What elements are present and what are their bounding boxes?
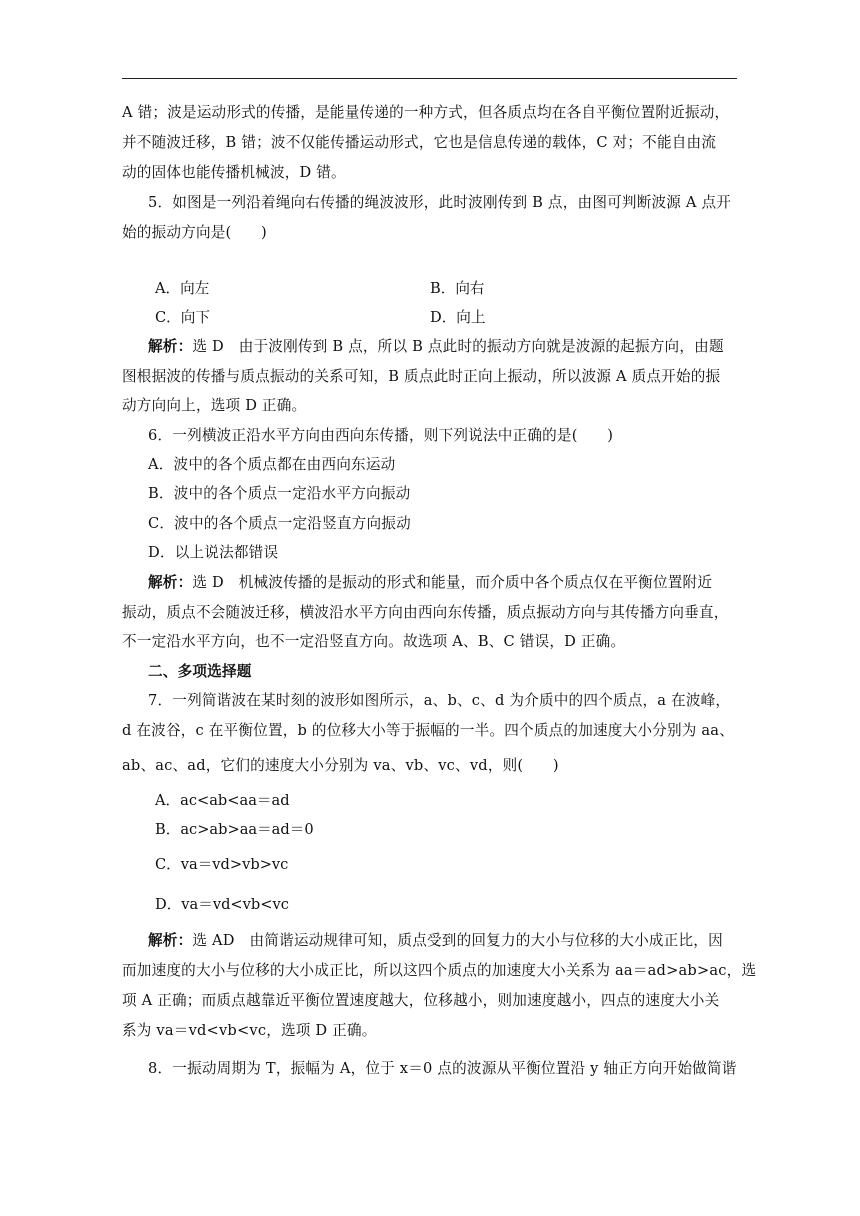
q7-option-d: D．va＝vd<vb<vc xyxy=(155,896,289,913)
q7-option-b: B．ac>ab>aa＝ad＝0 xyxy=(155,821,314,838)
solution-label: 解析： xyxy=(148,932,193,949)
q6-stem: 6．一列横波正沿水平方向由西向东传播，则下列说法中正确的是( ) xyxy=(148,427,614,444)
q6-solution-2: 振动，质点不会随波迁移，横波沿水平方向由西向东传播，质点振动方向与其传播方向垂直， xyxy=(122,604,729,621)
q5-option-a: A．向左 xyxy=(155,280,210,297)
q6-option-c: C．波中的各个质点一定沿竖直方向振动 xyxy=(148,515,411,532)
q6-solution-3: 不一定沿水平方向，也不一定沿竖直方向。故选项 A、B、C 错误，D 正确。 xyxy=(122,633,626,650)
solution-label: 解析： xyxy=(148,338,193,355)
q5-option-c: C．向下 xyxy=(155,309,210,326)
q6-option-a: A．波中的各个质点都在由西向东运动 xyxy=(148,456,396,473)
q6-option-d: D．以上说法都错误 xyxy=(148,544,279,561)
q7-option-c: C．va＝vd>vb>vc xyxy=(155,856,289,873)
q6-solution-text: 选 D 机械波传播的是振动的形式和能量，而介质中各个质点仅在平衡位置附近 xyxy=(192,574,713,591)
solution-label: 解析： xyxy=(148,574,193,591)
q7-stem-1: 7．一列简谐波在某时刻的波形如图所示，a、b、c、d 为介质中的四个质点，a 在波峰， xyxy=(148,692,731,709)
q7-stem-2: d 在波谷，c 在平衡位置，b 的位移大小等于振幅的一半。四个质点的加速度大小分别为 aa、 xyxy=(122,722,734,739)
q5-solution-1 xyxy=(148,337,768,357)
q6-solution-1 xyxy=(148,573,768,593)
q7-solution-1 xyxy=(148,931,768,951)
q5-stem-2: 始的振动方向是( ) xyxy=(122,224,267,241)
q7-solution-2: 而加速度的大小与位移的大小成正比，所以这四个质点的加速度大小关系为 aa＝ad>ab>ac，选 xyxy=(122,962,757,979)
section-heading: 二、多项选择题 xyxy=(148,663,252,680)
q5-option-b: B．向右 xyxy=(430,280,485,297)
q5-solution-text: 选 D 由于波刚传到 B 点，所以 B 点此时的振动方向就是波源的起振方向，由题 xyxy=(192,338,724,355)
q7-option-a: A．ac<ab<aa＝ad xyxy=(155,792,290,809)
carry-line-1: A 错；波是运动形式的传播，是能量传递的一种方式，但各质点均在各自平衡位置附近振动， xyxy=(122,104,730,121)
q7-solution-4: 系为 va＝vd<vb<vc，选项 D 正确。 xyxy=(122,1022,377,1039)
q6-option-b: B．波中的各个质点一定沿水平方向振动 xyxy=(148,485,411,502)
q7-solution-3: 项 A 正确；而质点越靠近平衡位置速度越大，位移越小，则加速度越小，四点的速度大小关 xyxy=(122,992,720,1009)
q5-stem-1: 5．如图是一列沿着绳向右传播的绳波波形，此时波刚传到 B 点，由图可判断波源 A 点开 xyxy=(148,194,732,211)
carry-line-3: 动的固体也能传播机械波，D 错。 xyxy=(122,164,346,181)
q7-solution-text: 选 AD 由简谐运动规律可知，质点受到的回复力的大小与位移的大小成正比，因 xyxy=(192,932,723,949)
carry-line-2: 并不随波迁移，B 错；波不仅能传播运动形式，它也是信息传递的载体，C 对；不能自由流 xyxy=(122,134,717,151)
q8-stem: 8．一振动周期为 T，振幅为 A，位于 x＝0 点的波源从平衡位置沿 y 轴正方向开始做简谐 xyxy=(148,1060,737,1077)
q5-solution-2: 图根据波的传播与质点振动的关系可知，B 质点此时正向上振动，所以波源 A 质点开始的振 xyxy=(122,368,721,385)
header-rule xyxy=(122,78,737,79)
q5-solution-3: 动方向向上，选项 D 正确。 xyxy=(122,397,307,414)
q5-option-d: D．向上 xyxy=(430,309,486,326)
q7-stem-3: ab、ac、ad，它们的速度大小分别为 va、vb、vc、vd，则( ) xyxy=(122,757,559,774)
